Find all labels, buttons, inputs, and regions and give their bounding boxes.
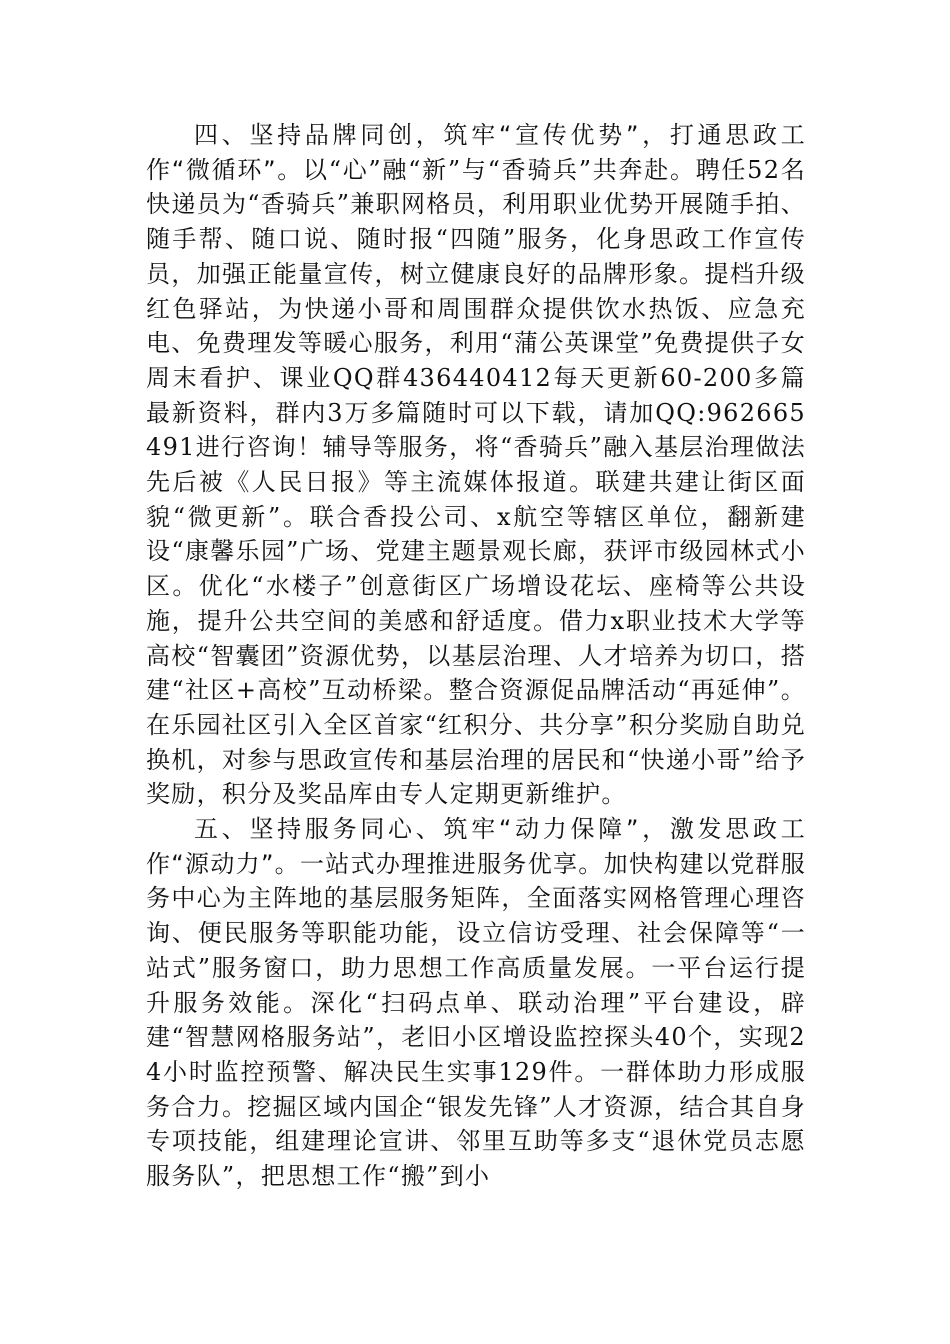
section-four-body: 以“心”融“新”与“香骑兵”共奔赴。聘任52名快递员为“香骑兵”兼职网格员，利用职业优势开展随手拍、随手帮、随口说、随时报“四随”服务，化身思政工作宣传员，加强正能量宣传，树立健康良好的品牌形象。提档升级红色驿站，为快递小哥和周围群众提供饮水热饭、应急充电、免费理发等暖心服务，利用“蒲公英课堂”免费提供子女周末看护、课业QQ群436440412每天更新60-200多篇最新资料，群内3万多篇随时可以下载，请加QQ:962665491进行咨询！辅导等服务，将“香骑兵”融入基层治理做法先后被《人民日报》等主流媒体报道。联建共建让街区面貌“微更新”。联合香投公司、x航空等辖区单位，翻新建设“康馨乐园”广场、党建主题景观长廊，获评市级园林式小区。优化“水楼子”创意街区广场增设花坛、座椅等公共设施，提升公共空间的美感和舒适度。借力x职业技术大学等高校“智囊团”资源优势，以基层治理、人才培养为切口，搭建“社区+高校”互动桥梁。整合资源促品牌活动“再延伸”。在乐园社区引入全区首家“红积分、共分享”积分奖励自助兑换机，对参与思政宣传和基层治理的居民和“快递小哥”给予奖励，积分及奖品库由专人定期更新维护。 bbox=[146, 155, 807, 809]
document-page bbox=[146, 118, 806, 1194]
section-five-paragraph bbox=[146, 812, 806, 1194]
section-four-paragraph bbox=[146, 118, 806, 812]
section-five-body: 一站式办理推进服务优享。加快构建以党群服务中心为主阵地的基层服务矩阵，全面落实网格管理心理咨询、便民服务等职能功能，设立信访受理、社会保障等“一站式”服务窗口，助力思想工作高质量发展。一平台运行提升服务效能。深化“扫码点单、联动治理”平台建设，辟建“智慧网格服务站”，老旧小区增设监控探头40个，实现24小时监控预警、解决民生实事129件。一群体助力形成服务合力。挖掘区域内国企“银发先锋”人才资源，结合其自身专项技能，组建理论宣讲、邻里互助等多支“退休党员志愿服务队”，把思想工作“搬”到小 bbox=[146, 849, 807, 1191]
section-four-heading: 四、坚持品牌同创，筑牢“宣传优势”，打通思政工作“微循环”。 bbox=[146, 121, 806, 184]
section-five-heading: 五、坚持服务同心、筑牢“动力保障”，激发思政工作“源动力”。 bbox=[146, 815, 806, 878]
